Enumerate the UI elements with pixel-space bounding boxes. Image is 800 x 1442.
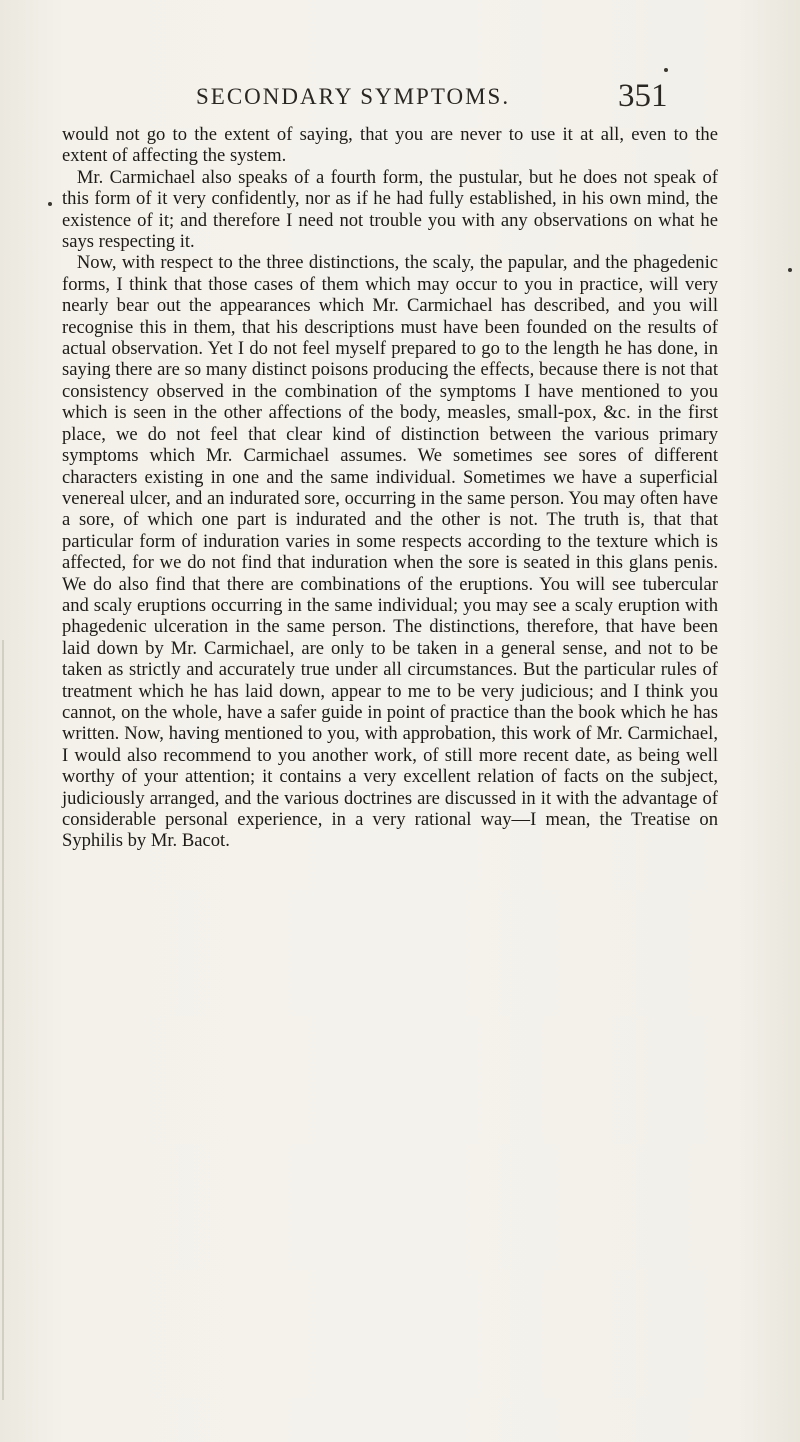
paragraph: would not go to the extent of saying, that you are never to use it at all, even to the extent of affecting the system. xyxy=(62,124,718,167)
margin-rule xyxy=(2,640,4,1400)
ink-dot-mark xyxy=(788,268,792,272)
page-number: 351 xyxy=(618,78,668,114)
paragraph: Mr. Carmichael also speaks of a fourth form, the pustular, but he does not speak of this form of it very confidently, nor as if he had fully established, in his own mind, the existence of it; and therefore I need not trouble you with any observations on what he says respecting it. xyxy=(62,166,718,253)
body-text xyxy=(62,124,718,852)
ink-dot-mark xyxy=(48,202,52,206)
page-header xyxy=(0,78,800,118)
ink-dot-mark xyxy=(664,68,668,72)
paragraph: Now, with respect to the three distinctions, the scaly, the papular, and the phagedenic forms, I think that those cases of them which may occur to you in practice, will very nearly bear out the appearances which Mr. Carmichael has described, and you will recognise this in them, that his descriptions must have been founded on the results of actual observation. Yet I do not feel myself prepared to go to the length he has done, in saying there are so many distinct poisons producing the effects, because there is not that consistency observed in the combination of the symptoms I have mentioned to you which is seen in the other affections of the body, measles, small-pox, &c. in the first place, we do not feel that clear kind of distinction between the various primary symptoms which Mr. Carmichael assumes. We sometimes see sores of different characters existing in one and the same individual. Sometimes we have a superficial venereal ulcer, and an indurated sore, occurring in the same person. You may often have a sore, of which one part is indurated and the other is not. The truth is, that that particular form of induration varies in some respects according to the texture which is affected, for we do not find that induration when the sore is seated in this glans penis. We do also find that there are combinations of the eruptions. You will see tubercular and scaly eruptions occurring in the same individual; you may see a scaly eruption with phagedenic ulceration in the same person. The distinctions, therefore, that have been laid down by Mr. Carmichael, are only to be taken in a general sense, and not to be taken as strictly and accurately true under all circumstances. But the particular rules of treatment which he has laid down, appear to me to be very judicious; and I think you cannot, on the whole, have a safer guide in point of practice than the book which he has written. Now, having mentioned to you, with approbation, this work of Mr. Carmichael, I would also recommend to you another work, of still more recent date, as being well worthy of your attention; it contains a very excellent relation of facts on the subject, judiciously arranged, and the various doctrines are discussed in it with the advantage of considerable personal experience, in a very rational way—I mean, the Treatise on Syphilis by Mr. Bacot. xyxy=(62,252,718,852)
running-head: SECONDARY SYMPTOMS. xyxy=(196,84,511,109)
